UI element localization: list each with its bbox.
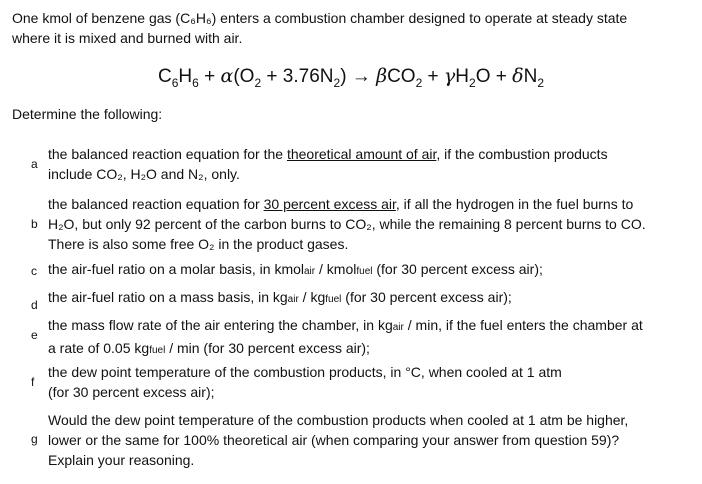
underlined-term: theoretical amount of air [286, 146, 437, 162]
underlined-term: 30 percent excess air [263, 196, 396, 212]
eq-o2: O [475, 66, 491, 87]
question-text: the air-fuel ratio on a mass basis, in kgair / kgfuel (for 30 percent excess air); [48, 289, 512, 305]
eq-sub-2c: 2 [415, 75, 423, 90]
eq-sub-6b: 6 [192, 75, 199, 90]
eq-h: H [178, 66, 193, 87]
question-text: Would the dew point temperature of the combustion products when cooled at 1 atm be higher, lower or the same for 100% theoretical air (when comparing your answer from question 59)? Explain your reasoning. [48, 412, 629, 468]
eq-h2: H [455, 66, 469, 87]
intro-line-1: One kmol of benzene gas (C₆H₆) enters a combustion chamber designed to operate at steady state [12, 10, 628, 26]
eq-sub-2d: 2 [469, 75, 476, 90]
question-text: the balanced reaction equation for the theoretical amount of air, if the combustion products include CO₂, H₂O and N₂, only. [48, 146, 608, 182]
intro-paragraph [12, 8, 692, 48]
eq-alpha: α [220, 65, 234, 87]
eq-sub-2e: 2 [537, 75, 544, 90]
eq-beta: β [376, 65, 388, 87]
eq-n: N [523, 66, 538, 87]
eq-gamma: γ [443, 65, 456, 87]
reaction-equation [0, 62, 702, 91]
eq-plus3: + [490, 66, 513, 87]
eq-arrow: → [346, 66, 377, 87]
eq-c: C [158, 66, 172, 87]
eq-sub-2: 2 [254, 75, 262, 90]
question-letter: a [31, 157, 38, 171]
question-text: the balanced reaction equation for 30 percent excess air, if all the hydrogen in the fuel burns to H₂O, but only 92 percent of the carbon burns to CO₂, while the remaining 8 percent burns to CO. There is also some free O₂ in the product gases. [48, 196, 646, 252]
eq-plus: + [198, 66, 221, 87]
eq-plus2: + [422, 66, 444, 87]
eq-376n: + 3.76N [261, 66, 334, 87]
question-letter: c [31, 264, 37, 278]
eq-sub-2b: 2 [333, 75, 341, 90]
eq-o: (O [233, 66, 255, 87]
question-text: the mass flow rate of the air entering the chamber, in kgair / min, if the fuel enters the chamber at a rate of 0.05 kgfuel / min (for 30 percent excess air); [48, 317, 643, 356]
eq-sub-6: 6 [171, 75, 179, 90]
eq-close: ) [340, 66, 347, 87]
intro-line-2: where it is mixed and burned with air. [12, 30, 243, 46]
question-text: the air-fuel ratio on a molar basis, in kmolair / kmolfuel (for 30 percent excess air); [48, 261, 543, 277]
eq-delta: δ [512, 65, 524, 87]
question-letter: g [31, 432, 38, 446]
question-text: the dew point temperature of the combustion products, in °C, when cooled at 1 atm (for 30 percent excess air); [48, 364, 562, 400]
question-letter: f [31, 375, 35, 389]
question-letter: e [31, 328, 38, 342]
eq-co: CO [387, 66, 416, 87]
determine-heading: Determine the following: [12, 106, 163, 122]
question-letter: d [31, 298, 38, 312]
question-letter: b [31, 217, 38, 231]
